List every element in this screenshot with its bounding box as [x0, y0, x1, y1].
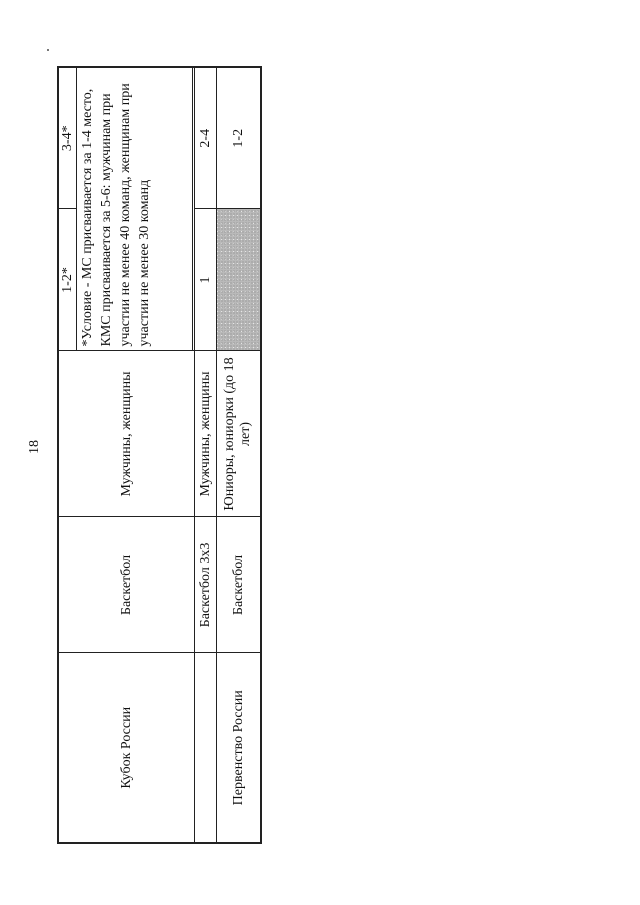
rank-cell-shaded [217, 209, 261, 351]
ranking-table [57, 66, 262, 844]
rank-cell: 2-4 [195, 67, 217, 209]
ranking-table-container [57, 68, 258, 844]
group-cell: Мужчины, женщины [58, 351, 195, 517]
sport-cell: Баскетбол 3х3 [195, 517, 217, 653]
rank-cell: 1 [195, 209, 217, 351]
rank-cell: 3-4* [58, 67, 77, 209]
table-row [195, 67, 217, 843]
competition-cell-continued [195, 653, 217, 843]
competition-cell: Кубок России [58, 653, 195, 843]
group-cell: Юниоры, юниорки (до 18 лет) [217, 351, 261, 517]
sport-cell: Баскетбол [217, 517, 261, 653]
table-row [217, 67, 261, 843]
table-row [58, 67, 77, 843]
group-cell: Мужчины, женщины [195, 351, 217, 517]
condition-note: *Условие - МС присваивается за 1-4 место, КМС присваивается за 5-6: мужчинам при участии не менее 40 команд, женщинам при участии не менее 30 команд [77, 67, 193, 351]
rank-cell: 1-2 [217, 67, 261, 209]
ranking-table-rotated [57, 68, 258, 844]
rank-cell: 1-2* [58, 209, 77, 351]
competition-cell: Первенство России [217, 653, 261, 843]
scan-artifact [47, 49, 49, 51]
sport-cell: Баскетбол [58, 517, 195, 653]
page-number: 18 [27, 440, 42, 454]
